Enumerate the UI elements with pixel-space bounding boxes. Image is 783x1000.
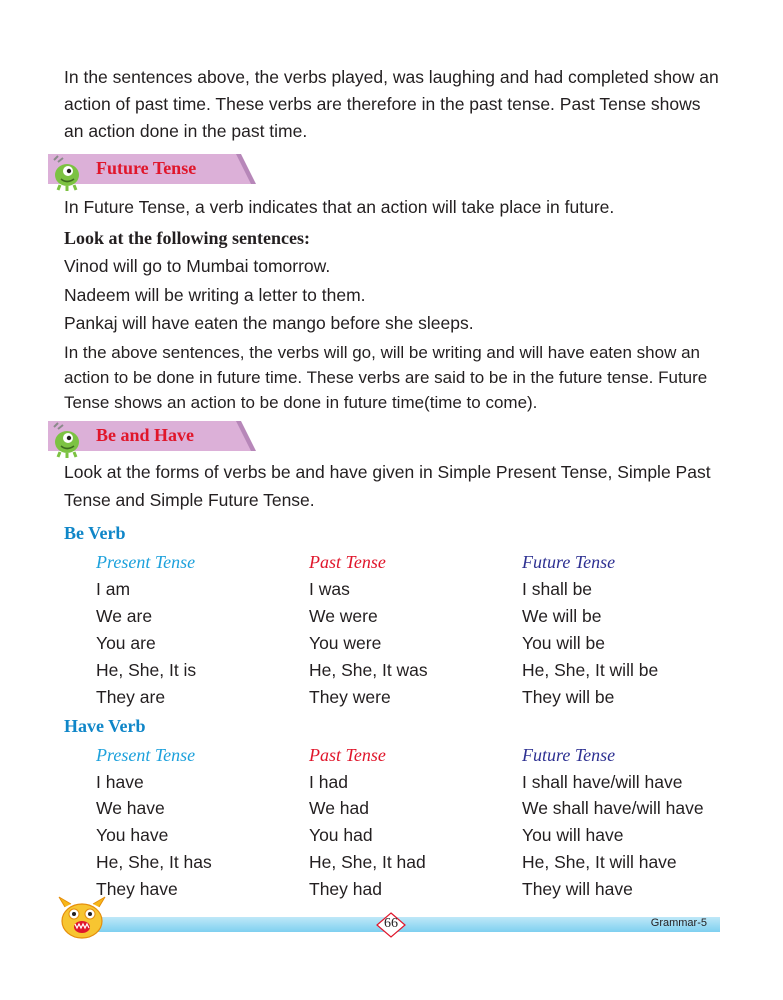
example-sentence-2: Nadeem will be writing a letter to them. bbox=[64, 285, 366, 305]
be-present-cell: You are bbox=[96, 633, 156, 653]
book-title: Grammar-5 bbox=[650, 917, 707, 929]
page-number: 66 bbox=[384, 916, 398, 931]
have-present-cell: He, She, It has bbox=[96, 852, 212, 872]
be-past-cell: We were bbox=[309, 606, 378, 626]
example-sentence-3: Pankaj will have eaten the mango before she sleeps. bbox=[64, 313, 474, 333]
have-present-cell: I have bbox=[96, 772, 144, 792]
be-future-cell: You will be bbox=[522, 633, 606, 653]
have-col-present-tense: Present Tense bbox=[96, 745, 196, 765]
future-tense-title: Future Tense bbox=[96, 158, 197, 178]
have-future-cell: I shall have/will have bbox=[522, 772, 683, 792]
be-present-cell: He, She, It is bbox=[96, 660, 197, 680]
have-future-cell: He, She, It will have bbox=[522, 852, 677, 872]
be-col-past-tense: Past Tense bbox=[309, 552, 386, 572]
be-past-cell: You were bbox=[309, 633, 382, 653]
be-future-cell: We will be bbox=[522, 606, 602, 626]
be-have-intro: Look at the forms of verbs be and have given in Simple Present Tense, Simple Past Tense and Simple Future Tense. bbox=[64, 462, 711, 510]
be-verb-heading: Be Verb bbox=[64, 523, 126, 543]
be-present-cell: We are bbox=[96, 606, 153, 626]
be-future-cell: I shall be bbox=[522, 579, 593, 599]
be-future-cell: He, She, It will be bbox=[522, 660, 659, 680]
have-col-past-tense: Past Tense bbox=[309, 745, 386, 765]
be-future-cell: They will be bbox=[522, 687, 615, 707]
future-explanation: In the above sentences, the verbs will go, will be writing and will have eaten show an action to be done in future time. These verbs are said to be in the future tense. Future Tense shows an action to be done in future time(time to come). bbox=[64, 343, 708, 412]
have-future-cell: They will have bbox=[522, 879, 633, 899]
be-past-cell: I was bbox=[309, 579, 350, 599]
be-and-have-title: Be and Have bbox=[96, 425, 195, 445]
have-past-cell: He, She, It had bbox=[309, 852, 426, 872]
have-present-cell: You have bbox=[96, 825, 169, 845]
have-verb-heading: Have Verb bbox=[64, 716, 146, 736]
be-present-cell: I am bbox=[96, 579, 131, 599]
be-and-have-banner bbox=[48, 421, 258, 451]
have-future-cell: You will have bbox=[522, 825, 624, 845]
have-present-cell: They have bbox=[96, 879, 178, 899]
have-past-cell: We had bbox=[309, 798, 369, 818]
monster-mascot-icon bbox=[48, 154, 86, 192]
intro-paragraph: In the sentences above, the verbs played, was laughing and had completed show an action of past time. These verbs are therefore in the past tense. Past Tense shows an action done in the past time. bbox=[64, 67, 719, 141]
be-past-cell: He, She, It was bbox=[309, 660, 428, 680]
have-past-cell: I had bbox=[309, 772, 348, 792]
future-tense-banner bbox=[48, 154, 258, 184]
example-sentence-1: Vinod will go to Mumbai tomorrow. bbox=[64, 256, 331, 276]
have-present-cell: We have bbox=[96, 798, 165, 818]
have-col-future-tense: Future Tense bbox=[522, 745, 616, 765]
be-col-present-tense: Present Tense bbox=[96, 552, 196, 572]
look-heading: Look at the following sentences: bbox=[64, 228, 310, 248]
page-number-badge bbox=[376, 912, 406, 938]
be-past-cell: They were bbox=[309, 687, 391, 707]
be-present-cell: They are bbox=[96, 687, 166, 707]
monster-mascot-icon bbox=[48, 421, 86, 459]
yellow-monster-icon bbox=[55, 895, 109, 941]
have-past-cell: You had bbox=[309, 825, 373, 845]
have-past-cell: They had bbox=[309, 879, 382, 899]
have-future-cell: We shall have/will have bbox=[522, 798, 704, 818]
be-col-future-tense: Future Tense bbox=[522, 552, 616, 572]
future-definition: In Future Tense, a verb indicates that an action will take place in future. bbox=[64, 197, 615, 217]
